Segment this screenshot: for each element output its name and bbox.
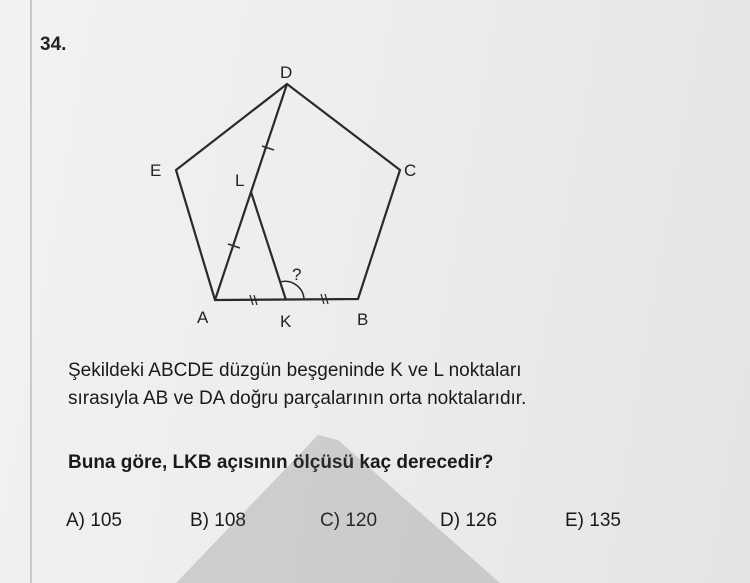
option-c[interactable]: C) 120 <box>320 510 378 531</box>
point-label-d: D <box>280 63 293 82</box>
point-label-e: E <box>150 161 162 180</box>
point-label-c: C <box>404 161 417 180</box>
problem-statement <box>68 357 526 413</box>
option-a[interactable]: A) 105 <box>66 510 122 531</box>
option-b[interactable]: B) 108 <box>190 510 246 531</box>
point-label-l: L <box>235 171 245 190</box>
question-prompt: Buna göre, LKB açısının ölçüsü kaç derecedir? <box>68 452 494 473</box>
option-e[interactable]: E) 135 <box>565 510 621 531</box>
question-number: 34. <box>40 34 67 55</box>
pentagon-abcde <box>176 84 400 300</box>
point-label-k: K <box>280 312 292 331</box>
unknown-angle-mark: ? <box>292 265 302 284</box>
problem-line-1: Şekildeki ABCDE düzgün beşgeninde K ve L noktaları <box>68 360 522 381</box>
point-label-a: A <box>197 308 209 327</box>
segment-lk <box>251 192 286 300</box>
point-label-b: B <box>357 310 369 329</box>
option-d[interactable]: D) 126 <box>440 510 498 531</box>
problem-line-2: sırasıyla AB ve DA doğru parçalarının orta noktalarıdır. <box>68 388 527 409</box>
tick-mark-dl <box>262 146 274 150</box>
